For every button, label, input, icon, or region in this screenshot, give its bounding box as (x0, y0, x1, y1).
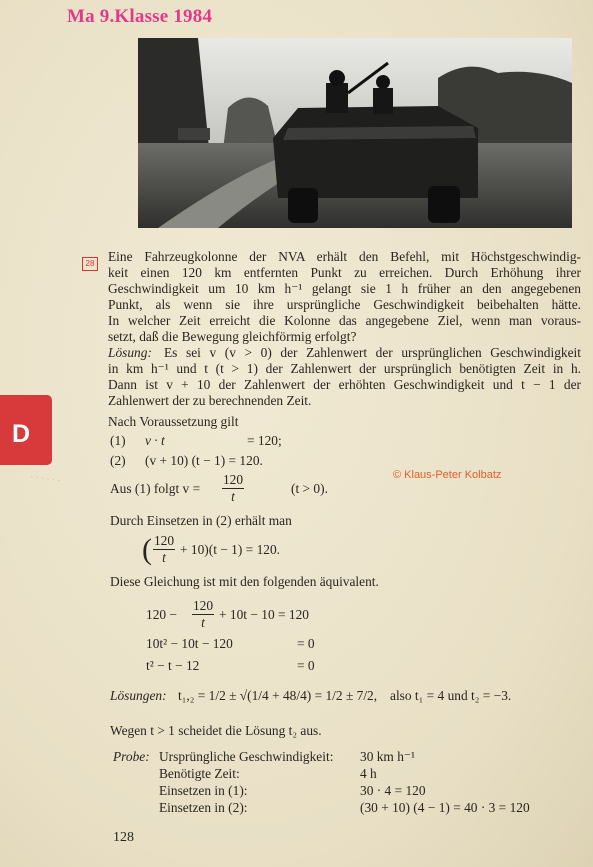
equation-c-right: = 0 (297, 658, 315, 673)
probe-row-value: 4 h (360, 766, 377, 781)
probe-row-label: Einsetzen in (1): (159, 783, 248, 798)
task-line: keit einen 120 km entfernten Punkt zu erreichen. Durch Erhöhung ihrer (108, 265, 581, 280)
task-line: Eine Fahrzeugkolonne der NVA erhält den Befehl, mit Höchstgeschwindig- (108, 249, 581, 264)
substitute-equation-rest: + 10)(t − 1) = 120. (180, 542, 281, 557)
fraction (152, 533, 176, 565)
solution-line: in km h⁻¹ und t (t > 1) der Zahlenwert der ursprünglich benötigten Zeit in h. (108, 361, 581, 376)
fraction-denominator: t (231, 488, 235, 504)
solution-line: Es sei v (v > 0) der Zahlenwert der ursprünglichen Geschwindigkeit (164, 345, 581, 360)
task-line: setzt, daß die Bewegung gleichförmig erfolgt? (108, 329, 357, 344)
equation-label: (2) (110, 453, 126, 468)
task-line: Punkt, als wenn sie ihre ursprüngliche Geschwindigkeit beibehalten hätte. (108, 297, 581, 312)
header-label: Ma 9.Klasse 1984 (67, 6, 213, 27)
fraction-denominator: t (162, 549, 166, 565)
fraction-numerator: 120 (192, 598, 214, 613)
fraction (191, 598, 215, 630)
page-number: 128 (113, 830, 134, 845)
equation-c-left: t² − t − 12 (146, 658, 200, 673)
equation-right: = 120; (247, 433, 282, 448)
discard-text: Wegen t > 1 scheidet die Lösung t₂ aus. (110, 723, 322, 738)
equation-a-rest: + 10t − 10 = 120 (219, 607, 309, 622)
copyright-notice: © Klaus-Peter Kolbatz (393, 469, 502, 481)
equation-left: (v + 10) (t − 1) = 120. (145, 453, 263, 468)
solutions-label: Lösungen: (110, 688, 167, 703)
equation-a-prefix: 120 − (146, 607, 177, 622)
fraction-numerator: 120 (153, 533, 175, 548)
task-number-badge: 28 (82, 257, 98, 271)
equation-b-right: = 0 (297, 636, 315, 651)
probe-row-value: (30 + 10) (4 − 1) = 40 · 3 = 120 (360, 800, 530, 815)
probe-row-label: Benötigte Zeit: (159, 766, 240, 781)
equivalent-text: Diese Gleichung ist mit den folgenden äquivalent. (110, 574, 379, 589)
premise-text: Nach Voraussetzung gilt (108, 414, 239, 429)
probe-row-value: 30 · 4 = 120 (360, 783, 426, 798)
equation-b-left: 10t² − 10t − 120 (146, 636, 233, 651)
fraction-numerator: 120 (222, 472, 244, 487)
substitute-text: Durch Einsetzen in (2) erhält man (110, 513, 292, 528)
probe-row-value: 30 km h⁻¹ (360, 749, 415, 764)
probe-label: Probe: (113, 749, 150, 764)
faint-stamp: · · · · · · (29, 470, 62, 486)
follows-prefix: Aus (1) folgt v = (110, 481, 201, 496)
fraction (221, 472, 245, 504)
solution-label: Lösung: (108, 345, 152, 360)
follows-condition: (t > 0). (291, 481, 328, 496)
equation-left: v · t (145, 433, 165, 448)
equation-label: (1) (110, 433, 126, 448)
task-line: Geschwindigkeit um 10 km h⁻¹ gelangt sie 1 h früher an den angegebenen (108, 281, 581, 296)
photo-military-vehicle (138, 38, 572, 228)
solution-line: Zahlenwert der zu berechnenden Zeit. (108, 393, 312, 408)
fraction-denominator: t (201, 614, 205, 630)
solutions-result: also t₁ = 4 und t₂ = −3. (390, 688, 512, 703)
chapter-tab-letter: D (12, 420, 31, 448)
probe-row-label: Ursprüngliche Geschwindigkeit: (159, 749, 334, 764)
task-line: In welcher Zeit erreicht die Kolonne das angegebene Ziel, wenn man voraus- (108, 313, 581, 328)
paren-open: ( (142, 533, 152, 566)
solutions-expression: t₁,₂ = 1/2 ± √(1/4 + 48/4) = 1/2 ± 7/2, (178, 688, 378, 703)
photo-illustration (138, 38, 572, 228)
probe-row-label: Einsetzen in (2): (159, 800, 248, 815)
solution-line: Dann ist v + 10 der Zahlenwert der erhöhten Geschwindigkeit und t − 1 der (108, 377, 581, 392)
